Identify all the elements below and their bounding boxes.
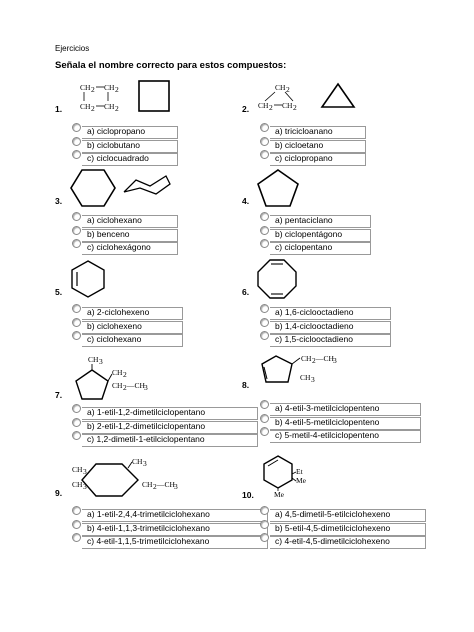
question-number-4: 4. — [242, 196, 250, 206]
q1-option-b-radio[interactable] — [72, 137, 81, 146]
q5-option-c[interactable] — [82, 334, 183, 347]
q9-option-c-radio[interactable] — [72, 533, 81, 542]
s7-dash-ch3: —CH — [127, 381, 145, 390]
question-number-5: 5. — [55, 287, 63, 297]
question-number-3: 3. — [55, 196, 63, 206]
q5-option-a-radio[interactable] — [72, 304, 81, 313]
q6-option-b-radio[interactable] — [260, 318, 269, 327]
header-label: Ejercicios — [55, 44, 90, 53]
s2-sub-left: 2 — [269, 103, 273, 112]
q4-option-c-label: c) ciclopentano — [275, 242, 333, 252]
s9-dash-ch3: —CH — [157, 480, 175, 489]
q7-option-c-label: c) 1,2-dimetil-1-etilciclopentano — [87, 434, 205, 444]
q7-option-b[interactable] — [82, 421, 258, 434]
s8-sub-ch2: 2 — [312, 356, 316, 365]
q2-option-a-radio[interactable] — [260, 123, 269, 132]
q10-option-c-label: c) 4-etil-4,5-dimetilciclohexeno — [275, 536, 390, 546]
q2-option-a-label: a) tricicloanano — [275, 126, 333, 136]
s7-ch2-b: CH — [112, 381, 123, 390]
q9-option-b[interactable] — [82, 523, 268, 536]
q1-option-c[interactable] — [82, 153, 178, 166]
q8-option-c-radio[interactable] — [260, 427, 269, 436]
q7-option-c-radio[interactable] — [72, 431, 81, 440]
q7-option-a-radio[interactable] — [72, 404, 81, 413]
q10-option-a-label: a) 4,5-dimetil-5-etilciclohexeno — [275, 509, 391, 519]
s7-sub-ch2-b: 2 — [123, 383, 127, 392]
q9-option-c[interactable] — [82, 536, 268, 549]
q5-option-b-label: b) ciclohexeno — [87, 320, 142, 331]
q1-option-c-label: c) ciclocuadrado — [87, 153, 149, 163]
q5-option-c-label: c) ciclohexano — [87, 334, 142, 344]
q6-option-c-radio[interactable] — [260, 331, 269, 340]
q1-option-b-label: b) ciclobutano — [87, 139, 140, 150]
s9-sub-top: 3 — [143, 459, 147, 468]
q8-option-a[interactable] — [270, 403, 421, 416]
s9-sub-left: 3 — [83, 467, 87, 476]
q3-option-b-label: b) benceno — [87, 228, 130, 239]
q10-option-b-label: b) 5-etil-4,5-dimetilciclohexeno — [275, 522, 391, 533]
question-number-6: 6. — [242, 287, 250, 297]
q6-option-a-radio[interactable] — [260, 304, 269, 313]
q3-option-a[interactable] — [82, 215, 178, 228]
s9-sub-ch2: 2 — [153, 482, 157, 491]
q9-option-b-radio[interactable] — [72, 520, 81, 529]
s1-sub-d: 2 — [115, 104, 119, 113]
q10-option-b-radio[interactable] — [260, 520, 269, 529]
s8-dash-ch3: —CH — [316, 354, 334, 363]
q8-option-a-label: a) 4-etil-3-metilciclopenteno — [275, 403, 380, 413]
structure-8 — [258, 350, 358, 390]
q10-option-c[interactable] — [270, 536, 426, 549]
q3-option-a-label: a) ciclohexano — [87, 215, 142, 225]
s1-ch2-d: CH — [104, 102, 115, 111]
q2-option-c-radio[interactable] — [260, 150, 269, 159]
q3-option-c[interactable] — [82, 242, 178, 255]
q6-option-b-label: b) 1,4-ciclooctadieno — [275, 320, 354, 331]
s9-ch3-top: CH — [132, 457, 143, 466]
q1-option-a-radio[interactable] — [72, 123, 81, 132]
q6-option-a[interactable] — [270, 307, 391, 320]
q4-option-b[interactable] — [270, 229, 371, 242]
q3-option-c-label: c) ciclohexágono — [87, 242, 151, 252]
s1-ch2-b: CH — [104, 83, 115, 92]
s9-ch2: CH — [142, 480, 153, 489]
structure-1-square — [138, 80, 170, 112]
s9-ch3-left2: CH — [72, 480, 83, 489]
structure-2-condensed — [255, 80, 315, 116]
q2-option-c-label: c) ciclopropano — [275, 153, 333, 163]
q10-option-c-radio[interactable] — [260, 533, 269, 542]
q8-option-b-radio[interactable] — [260, 414, 269, 423]
q8-option-c[interactable] — [270, 430, 421, 443]
q1-option-b[interactable] — [82, 140, 178, 153]
s8-ch3: CH — [300, 373, 311, 382]
s7-sub-top: 3 — [99, 357, 103, 366]
q4-option-b-label: b) ciclopentágono — [275, 228, 343, 239]
q4-option-c-radio[interactable] — [260, 239, 269, 248]
instructions-title: Señala el nombre correcto para estos compuestos: — [55, 60, 287, 71]
q10-option-a-radio[interactable] — [260, 506, 269, 515]
q8-option-c-label: c) 5-metil-4-etilciclopenteno — [275, 430, 379, 440]
structure-3-hexagon — [70, 168, 116, 208]
q2-option-c[interactable] — [270, 153, 366, 166]
q9-option-a[interactable] — [82, 509, 268, 522]
q6-option-b[interactable] — [270, 321, 391, 334]
s8-sub-ch3b: 3 — [311, 375, 315, 384]
s9-sub-left2: 3 — [83, 482, 87, 491]
question-number-7: 7. — [55, 390, 63, 400]
structure-2-triangle — [320, 82, 356, 110]
q7-option-b-label: b) 2-etil-1,2-dimetilciclopentano — [87, 420, 206, 431]
q4-option-a[interactable] — [270, 215, 371, 228]
s8-sub-ch3: 3 — [333, 356, 337, 365]
s1-ch2-a: CH — [80, 83, 91, 92]
s7-ch3-top: CH — [88, 355, 99, 364]
structure-3-chair — [122, 172, 172, 202]
s7-sub-ch2: 2 — [123, 370, 127, 379]
q9-option-a-label: a) 1-etil-2,4,4-trimetilciclohexano — [87, 509, 210, 519]
q3-option-b-radio[interactable] — [72, 226, 81, 235]
q8-option-a-radio[interactable] — [260, 400, 269, 409]
s1-ch2-c: CH — [80, 102, 91, 111]
structure-5-cyclohexene — [70, 259, 106, 299]
q4-option-a-radio[interactable] — [260, 212, 269, 221]
s9-sub-ch3: 3 — [174, 482, 178, 491]
q1-option-c-radio[interactable] — [72, 150, 81, 159]
q1-option-a-label: a) ciclopropano — [87, 126, 146, 136]
s2-sub-right: 2 — [293, 103, 297, 112]
q8-option-b[interactable] — [270, 417, 421, 430]
structure-7 — [70, 352, 170, 404]
q1-option-a[interactable] — [82, 126, 178, 139]
s8-ch2: CH — [301, 354, 312, 363]
s10-et: Et — [296, 467, 303, 476]
q2-option-b-label: b) cicloetano — [275, 139, 324, 150]
q9-option-a-radio[interactable] — [72, 506, 81, 515]
question-number-10: 10. — [242, 490, 254, 500]
q9-option-c-label: c) 4-etil-1,1,5-trimetilciclohexano — [87, 536, 210, 546]
q5-option-a[interactable] — [82, 307, 183, 320]
q2-option-a[interactable] — [270, 126, 366, 139]
q7-option-b-radio[interactable] — [72, 418, 81, 427]
s9-ch3-left: CH — [72, 465, 83, 474]
structure-4-pentagon — [256, 168, 300, 208]
question-number-2: 2. — [242, 104, 250, 114]
structure-9 — [68, 454, 188, 502]
s2-ch2-top: CH — [275, 83, 286, 92]
structure-1-condensed — [74, 80, 134, 116]
q2-option-b[interactable] — [270, 140, 366, 153]
question-number-1: 1. — [55, 104, 63, 114]
question-number-9: 9. — [55, 488, 63, 498]
q6-option-a-label: a) 1,6-ciclooctadieno — [275, 307, 354, 317]
q4-option-a-label: a) pentaciclano — [275, 215, 333, 225]
q2-option-b-radio[interactable] — [260, 137, 269, 146]
q5-option-a-label: a) 2-ciclohexeno — [87, 307, 150, 317]
q6-option-c-label: c) 1,5-ciclooctadieno — [275, 334, 353, 344]
q4-option-b-radio[interactable] — [260, 226, 269, 235]
s1-sub-a: 2 — [91, 85, 95, 94]
q3-option-a-radio[interactable] — [72, 212, 81, 221]
structure-10 — [262, 454, 322, 500]
s10-me1: Me — [296, 476, 306, 485]
q7-option-a[interactable] — [82, 407, 258, 420]
q5-option-b[interactable] — [82, 321, 183, 334]
q7-option-a-label: a) 1-etil-1,2-dimetilciclopentano — [87, 407, 206, 417]
q5-option-b-radio[interactable] — [72, 318, 81, 327]
question-number-8: 8. — [242, 380, 250, 390]
q3-option-c-radio[interactable] — [72, 239, 81, 248]
s2-ch2-right: CH — [282, 101, 293, 110]
s2-ch2-left: CH — [258, 101, 269, 110]
s2-sub-top: 2 — [286, 85, 290, 94]
structure-6-cyclooctadiene — [256, 258, 298, 300]
s7-sub-ch3: 3 — [144, 383, 148, 392]
q7-option-c[interactable] — [82, 434, 258, 447]
q3-option-b[interactable] — [82, 229, 178, 242]
q5-option-c-radio[interactable] — [72, 331, 81, 340]
q10-option-b[interactable] — [270, 523, 426, 536]
s10-me2: Me — [274, 490, 284, 499]
q6-option-c[interactable] — [270, 334, 391, 347]
q9-option-b-label: b) 4-etil-1,1,3-trimetilciclohexano — [87, 522, 210, 533]
s1-sub-c: 2 — [91, 104, 95, 113]
q10-option-a[interactable] — [270, 509, 426, 522]
s7-ch2: CH — [112, 368, 123, 377]
s1-sub-b: 2 — [115, 85, 119, 94]
q8-option-b-label: b) 4-etil-5-metilciclopenteno — [275, 416, 380, 427]
q4-option-c[interactable] — [270, 242, 371, 255]
